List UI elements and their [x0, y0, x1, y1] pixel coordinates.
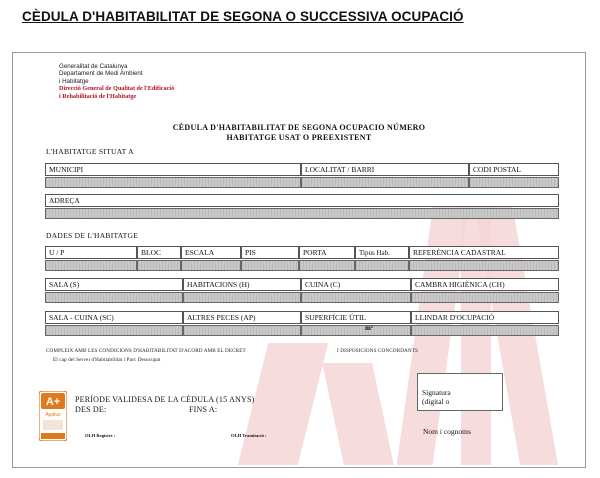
dwelling-id-row: [45, 246, 559, 276]
tipus-field[interactable]: [355, 260, 409, 271]
watermark-shape: [322, 363, 394, 465]
localitat-label: LOCALITAT / BARRI: [301, 163, 469, 176]
institution-line: i Habitatge: [59, 77, 89, 85]
bloc-field[interactable]: [137, 260, 181, 271]
sala-cuina-field[interactable]: [45, 325, 183, 336]
superficie-field[interactable]: [301, 325, 411, 336]
section-data-title: DADES DE L'HABITATGE: [46, 231, 139, 240]
institution-line: i Rehabilitació de l'Habitatge: [59, 92, 137, 100]
altres-field[interactable]: [183, 325, 301, 336]
cambra-label: CAMBRA HIGIÈNICA (CH): [411, 278, 559, 291]
olh-tramitacio-label: OLH Tramitació :: [231, 433, 267, 438]
watermark-shape: [238, 343, 328, 465]
municipi-label: MUNICIPI: [45, 163, 301, 176]
up-field[interactable]: [45, 260, 137, 271]
disposicions-text: I DISPOSICIONS CONCORDANTS: [337, 348, 418, 354]
institution-block: [59, 63, 174, 100]
periode-text: PERÍODE VALIDESA DE LA CÈDULA (15 ANYS): [75, 395, 255, 404]
sala-cuina-label: SALA - CUINA (SC): [45, 311, 183, 324]
referencia-field[interactable]: [409, 260, 559, 271]
habitacions-label: HABITACIONS (H): [183, 278, 301, 291]
institution-line: Direcció General de Qualitat de l'Edificació: [59, 85, 175, 93]
des-de-label: DES DE:: [75, 405, 107, 414]
institution-line: Generalitat de Catalunya: [59, 63, 128, 70]
porta-label: PORTA: [299, 246, 355, 259]
sala-field[interactable]: [45, 292, 183, 303]
codi-postal-field[interactable]: [469, 177, 559, 188]
complex-text: COMPLEIX AMB LES CONDICIONS D'HABITABILITAT D'ACORD AMB EL DECRET: [46, 348, 246, 354]
certificate-sheet: [12, 52, 586, 468]
fins-a-label: FINS A:: [189, 405, 218, 414]
localitat-field[interactable]: [301, 177, 469, 188]
section-location-title: L'HABITATGE SITUAT A: [46, 147, 134, 156]
escala-field[interactable]: [181, 260, 241, 271]
svg-text:A+: A+: [45, 396, 61, 408]
bloc-label: BLOC: [137, 246, 181, 259]
institution-line: Departament de Medi Ambient: [59, 70, 143, 78]
surface-row: [45, 311, 559, 341]
rooms-row: [45, 278, 559, 308]
cap-servei-text: El cap del Servei d'Habitabilitat i Parc Desocupat: [53, 357, 161, 363]
tipus-label: Tipus Hab.: [355, 246, 409, 259]
llindar-label: LLINDAR D'OCUPACIÓ: [411, 311, 559, 324]
svg-text:Applus: Applus: [45, 412, 61, 418]
superficie-label: SUPERFÍCIE ÚTIL: [301, 311, 411, 324]
cambra-field[interactable]: [411, 292, 559, 303]
up-label: U / P: [45, 246, 137, 259]
cuina-label: CUINA (C): [301, 278, 411, 291]
municipi-field[interactable]: [45, 177, 301, 188]
surface-unit: m²: [365, 324, 373, 332]
pis-label: PIS: [241, 246, 299, 259]
olh-registre-label: OLH Registre :: [85, 433, 116, 438]
applus-logo-graphic: [39, 391, 67, 441]
form-title-line2: HABITATGE USAT O PREEXISTENT: [226, 133, 372, 142]
adreca-label: ADREÇA: [45, 194, 559, 207]
location-row: [45, 163, 559, 193]
habitacions-field[interactable]: [183, 292, 301, 303]
signature-box[interactable]: [417, 373, 503, 411]
porta-field[interactable]: [299, 260, 355, 271]
llindar-field[interactable]: [411, 325, 559, 336]
applus-logo: [39, 391, 67, 441]
document-heading: CÈDULA D'HABITABILITAT DE SEGONA O SUCCESSIVA OCUPACIÓ: [22, 9, 464, 24]
adreca-field[interactable]: [45, 208, 559, 219]
nom-cognoms-label: Nom i cognoms: [423, 427, 471, 436]
signatura-label-2: (digital o: [422, 397, 450, 406]
pis-field[interactable]: [241, 260, 299, 271]
sala-label: SALA (S): [45, 278, 183, 291]
escala-label: ESCALA: [181, 246, 241, 259]
address-row: [45, 194, 559, 224]
cuina-field[interactable]: [301, 292, 411, 303]
codi-postal-label: CODI POSTAL: [469, 163, 559, 176]
altres-label: ALTRES PECES (AP): [183, 311, 301, 324]
form-title-line1: CÈDULA D'HABITABILITAT DE SEGONA OCUPACIO NÚMERO: [172, 123, 426, 132]
referencia-label: REFERÈNCIA CADASTRAL: [409, 246, 559, 259]
signatura-label: Signatura: [422, 388, 451, 397]
